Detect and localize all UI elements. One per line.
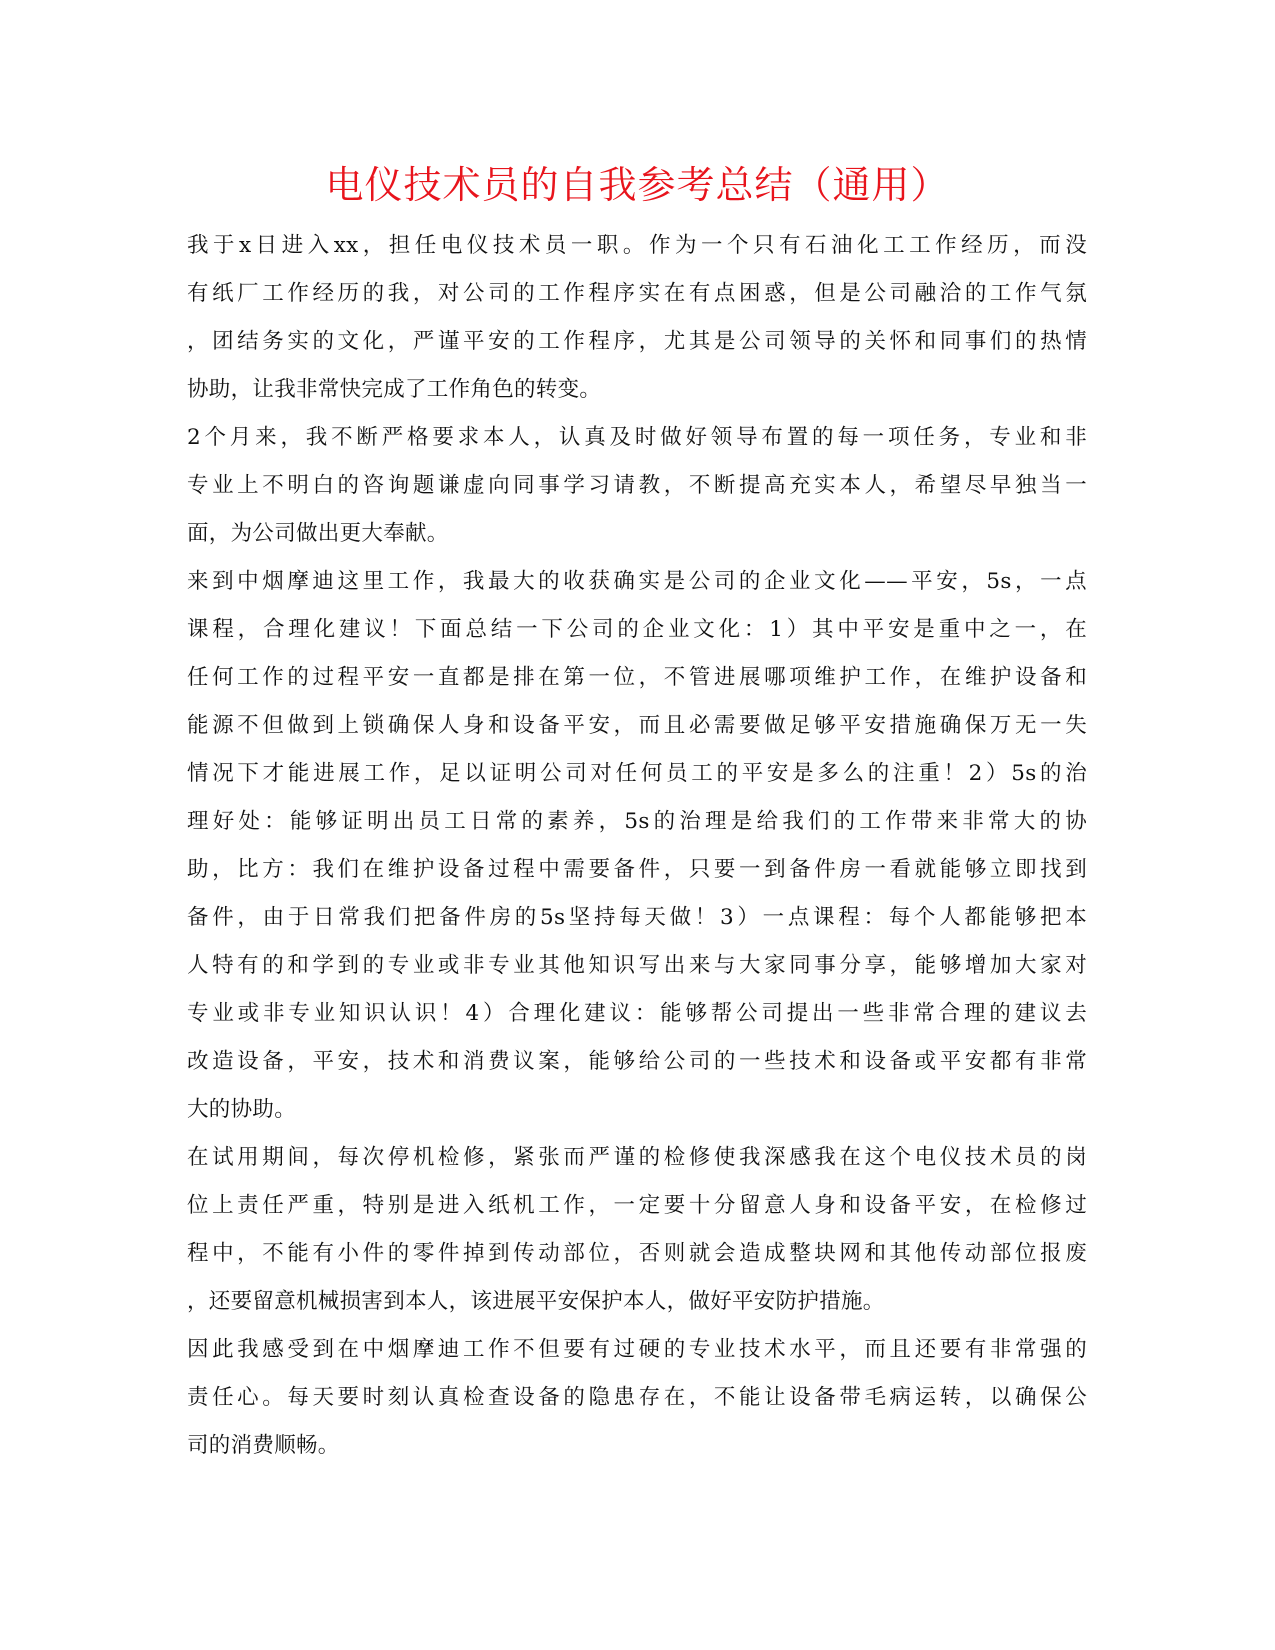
text-line: 责任心。每天要时刻认真检查设备的隐患存在，不能让设备带毛病运转，以确保公 [187, 1385, 1087, 1410]
paragraph-5 [187, 1326, 1087, 1470]
paragraph-4 [187, 1134, 1087, 1326]
text-line: 助，比方：我们在维护设备过程中需要备件，只要一到备件房一看就能够立即找到 [187, 857, 1087, 882]
text-line: 情况下才能进展工作，足以证明公司对任何员工的平安是多么的注重！2）5s的治 [187, 761, 1087, 786]
text-line: 在试用期间，每次停机检修，紧张而严谨的检修使我深感我在这个电仪技术员的岗 [187, 1145, 1087, 1170]
text-line: 任何工作的过程平安一直都是排在第一位，不管进展哪项维护工作，在维护设备和 [187, 665, 1087, 690]
text-line: 来到中烟摩迪这里工作，我最大的收获确实是公司的企业文化——平安，5s，一点 [187, 569, 1087, 594]
document-title: 电仪技术员的自我参考总结（通用） [325, 163, 950, 207]
paragraph-1 [187, 222, 1087, 414]
paragraph-2 [187, 414, 1087, 558]
text-line: 大的协助。 [187, 1097, 297, 1122]
text-line: 司的消费顺畅。 [187, 1433, 340, 1458]
text-line: 因此我感受到在中烟摩迪工作不但要有过硬的专业技术水平，而且还要有非常强的 [187, 1337, 1087, 1362]
text-line: 我于x日进入xx，担任电仪技术员一职。作为一个只有石油化工工作经历，而没 [187, 233, 1087, 258]
document-body [187, 222, 1087, 1470]
text-line: 程中，不能有小件的零件掉到传动部位，否则就会造成整块网和其他传动部位报废 [187, 1241, 1087, 1266]
text-line: 理好处：能够证明出员工日常的素养，5s的治理是给我们的工作带来非常大的协 [187, 809, 1087, 834]
text-line: 专业或非专业知识认识！4）合理化建议：能够帮公司提出一些非常合理的建议去 [187, 1001, 1087, 1026]
text-line: 课程，合理化建议！下面总结一下公司的企业文化：1）其中平安是重中之一，在 [187, 617, 1087, 642]
text-line: 2个月来，我不断严格要求本人，认真及时做好领导布置的每一项任务，专业和非 [187, 425, 1087, 450]
text-line: 协助，让我非常快完成了工作角色的转变。 [187, 377, 602, 402]
text-line: ，还要留意机械损害到本人，该进展平安保护本人，做好平安防护措施。 [187, 1289, 885, 1314]
paragraph-3 [187, 558, 1087, 1134]
text-line: 位上责任严重，特别是进入纸机工作，一定要十分留意人身和设备平安，在检修过 [187, 1193, 1087, 1218]
text-line: 有纸厂工作经历的我，对公司的工作程序实在有点困惑，但是公司融洽的工作气氛 [187, 281, 1087, 306]
text-line: 面，为公司做出更大奉献。 [187, 521, 449, 546]
text-line: 备件，由于日常我们把备件房的5s坚持每天做！3）一点课程：每个人都能够把本 [187, 905, 1087, 930]
text-line: 人特有的和学到的专业或非专业其他知识写出来与大家同事分享，能够增加大家对 [187, 953, 1087, 978]
text-line: 专业上不明白的咨询题谦虚向同事学习请教，不断提高充实本人，希望尽早独当一 [187, 473, 1087, 498]
text-line: 改造设备，平安，技术和消费议案，能够给公司的一些技术和设备或平安都有非常 [187, 1049, 1087, 1074]
text-line: 能源不但做到上锁确保人身和设备平安，而且必需要做足够平安措施确保万无一失 [187, 713, 1087, 738]
text-line: ，团结务实的文化，严谨平安的工作程序，尤其是公司领导的关怀和同事们的热情 [187, 329, 1087, 354]
